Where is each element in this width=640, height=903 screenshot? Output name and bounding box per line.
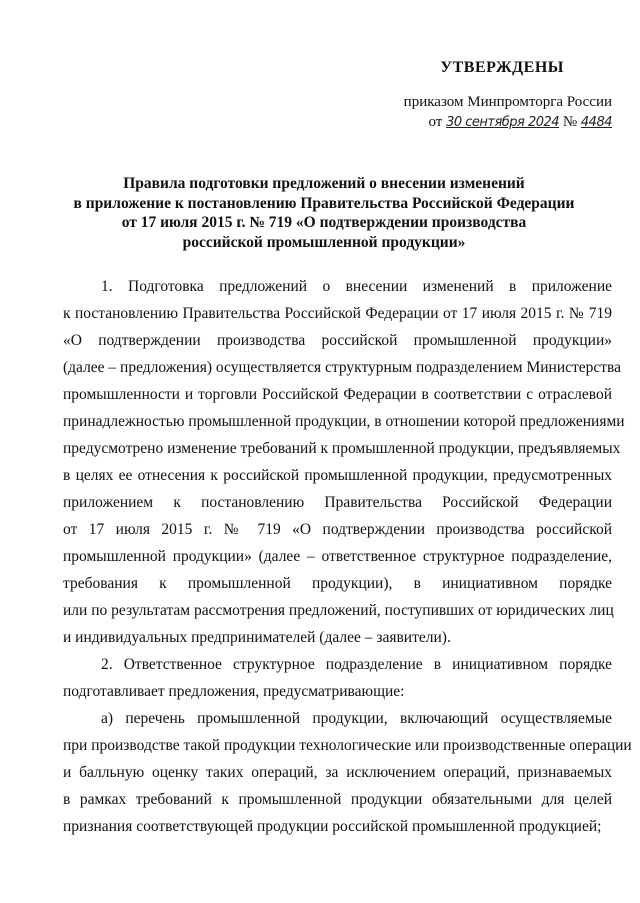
- paragraph-line: к постановлению Правительства Российской Федерации от 17 июля 2015 г. № 719: [63, 305, 612, 322]
- heading-line: в приложение к постановлению Правительства Российской Федерации: [73, 194, 575, 212]
- paragraph-line: при производстве такой продукции технологические или производственные операции: [63, 737, 632, 754]
- paragraph-line: требования к промышленной продукции), в инициативном порядке: [63, 575, 612, 592]
- paragraph-line: (далее – предложения) осуществляется структурным подразделением Министерства: [63, 359, 622, 376]
- paragraph-line: «О подтверждении производства российской промышленной продукции»: [63, 332, 612, 349]
- paragraph-line: от 17 июля 2015 г. № 719 «О подтверждении производства российской: [63, 521, 612, 538]
- paragraph-line: в рамках требований к промышленной продукции обязательными для целей: [63, 791, 612, 808]
- paragraph-line: и индивидуальных предпринимателей (далее – заявители).: [63, 629, 451, 646]
- paragraph-line: или по результатам рассмотрения предложений, поступивших от юридических лиц: [63, 602, 614, 619]
- paragraph-line: и балльную оценку таких операций, за исключением операций, признаваемых: [63, 764, 612, 781]
- handwritten-number: 4484: [580, 115, 612, 130]
- paragraph-line: принадлежностью промышленной продукции, в отношении которой предложениями: [63, 413, 625, 430]
- paragraph-line: 2. Ответственное структурное подразделение в инициативном порядке: [101, 656, 612, 673]
- paragraph-line: а) перечень промышленной продукции, включающий осуществляемые: [101, 710, 612, 727]
- approval-date-line: [372, 112, 612, 133]
- heading-line: от 17 июля 2015 г. № 719 «О подтверждении производства: [121, 214, 527, 231]
- paragraph-line: признания соответствующей продукции российской промышленной продукцией;: [63, 818, 602, 835]
- approval-number-label: №: [562, 114, 578, 130]
- heading-line: Правила подготовки предложений о внесении изменений: [123, 175, 525, 192]
- document-body: [63, 273, 632, 840]
- paragraph-line: приложением к постановлению Правительства Российской Федерации: [63, 494, 612, 511]
- approval-title: УТВЕРЖДЕНЫ: [440, 59, 564, 76]
- handwritten-date: 30 сентября 2024: [446, 115, 560, 130]
- approval-order-line: приказом Минпромторга России: [403, 94, 612, 110]
- paragraph-line: предусмотрено изменение требований к промышленной продукции, предъявляемых: [63, 440, 621, 457]
- paragraph-line: промышленной продукции» (далее – ответственное структурное подразделение,: [63, 548, 612, 565]
- paragraph-line: 1. Подготовка предложений о внесении изменений в приложение: [101, 278, 612, 295]
- approval-stamp: [372, 58, 612, 133]
- heading-line: российской промышленной продукции»: [182, 233, 466, 251]
- paragraph-line: подготавливает предложения, предусматривающие:: [63, 683, 405, 700]
- paragraph-line: в целях ее отнесения к российской промышленной продукции, предусмотренных: [63, 467, 612, 484]
- paragraph-line: промышленности и торговли Российской Федерации в соответствии с отраслевой: [63, 386, 612, 403]
- document-heading: [60, 174, 588, 252]
- approval-prefix: от: [428, 114, 443, 130]
